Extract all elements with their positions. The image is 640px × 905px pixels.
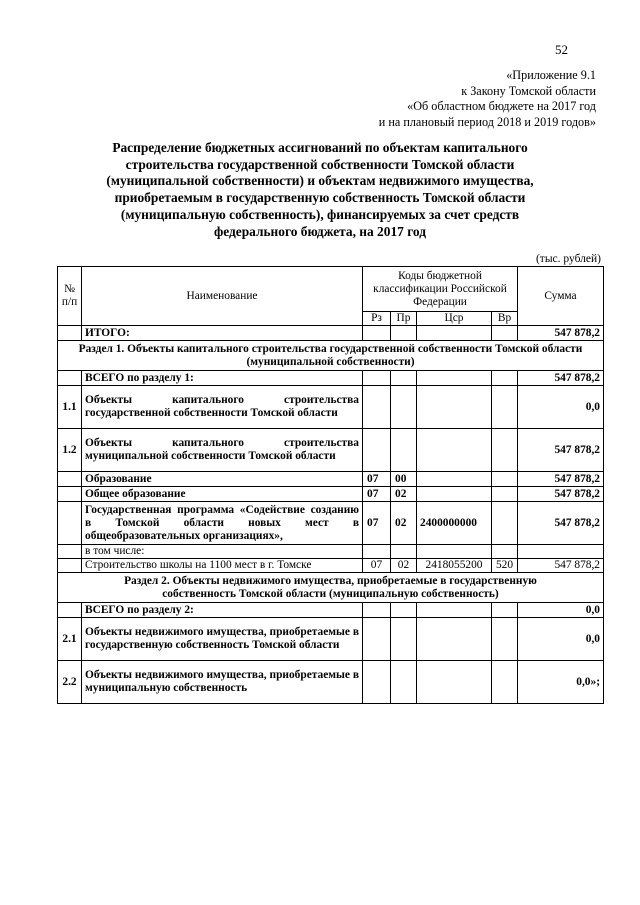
title-line: приобретаемым в государственную собственность Томской области (114, 190, 526, 206)
row-num: 2.2 (58, 661, 82, 704)
title-line: (муниципальную собственность), финансируемых за счет средств (120, 206, 520, 222)
section1-total-label: ВСЕГО по разделу 1: (82, 371, 363, 386)
appendix-line: «Приложение 9.1 (506, 68, 596, 82)
row-sum: 547 878,2 (518, 559, 604, 573)
row-pr: 02 (391, 502, 417, 545)
section-total-row (58, 603, 604, 618)
header-name: Наименование (82, 267, 363, 326)
row-sum: 0,0»; (518, 661, 604, 704)
row-sum: 0,0 (518, 618, 604, 661)
table-row (58, 618, 604, 661)
section-row (58, 341, 604, 371)
title-line: (муниципальной собственности) и объектам недвижимого имущества, (106, 173, 534, 189)
row-pr: 00 (391, 472, 417, 487)
row-sum: 547 878,2 (518, 472, 604, 487)
header-sum: Сумма (518, 267, 604, 326)
row-name: Объекты капитального строительства государственной собственности Томской области (82, 386, 363, 429)
title-line: федерального бюджета, на 2017 год (213, 223, 427, 239)
section2-title: Раздел 2. Объекты недвижимого имущества, приобретаемые в государственную собственность Томской области (муниципальную собственность) (58, 573, 604, 603)
row-sum: 547 878,2 (518, 502, 604, 545)
header-vr: Вр (492, 312, 518, 326)
row-name: Строительство школы на 1100 мест в г. Томске (82, 559, 363, 573)
units-label: (тыс. рублей) (535, 253, 601, 265)
header-row (58, 267, 604, 312)
section-total-row (58, 371, 604, 386)
row-sum: 547 878,2 (518, 487, 604, 502)
row-rz: 07 (363, 502, 391, 545)
header-pr: Пр (391, 312, 417, 326)
row-num: 2.1 (58, 618, 82, 661)
total-label: ИТОГО: (82, 326, 363, 341)
section1-title: Раздел 1. Объекты капитального строительства государственной собственности Томской области (муниципальной собственности) (58, 341, 604, 371)
title-line: Распределение бюджетных ассигнований по объектам капитального (112, 140, 528, 155)
row-rz: 07 (363, 487, 391, 502)
section-row (58, 573, 604, 603)
row-num: 1.2 (58, 429, 82, 472)
table-row (58, 661, 604, 704)
row-name: Государственная программа «Содействие созданию в Томской области новых мест в общеобразовательных организациях», (82, 502, 363, 545)
row-sum: 0,0 (518, 386, 604, 429)
row-name: Объекты капитального строительства муниципальной собственности Томской области (82, 429, 363, 472)
table-row (58, 502, 604, 545)
title-line: строительства государственной собственности Томской области (125, 156, 515, 172)
table-row (58, 559, 604, 573)
section1-total-sum: 547 878,2 (518, 371, 604, 386)
appendix-note (236, 68, 596, 130)
page-number: 52 (555, 42, 568, 57)
total-sum: 547 878,2 (518, 326, 604, 341)
section2-total-label: ВСЕГО по разделу 2: (82, 603, 363, 618)
table-row (58, 487, 604, 502)
document-title (70, 140, 570, 240)
appendix-line: и на плановый период 2018 и 2019 годов» (378, 114, 596, 129)
header-codes: Коды бюджетной классификации Российской Федерации (363, 267, 518, 312)
header-csr: Цср (417, 312, 492, 326)
table-row (58, 429, 604, 472)
row-csr: 2400000000 (417, 502, 492, 545)
row-name: Объекты недвижимого имущества, приобретаемые в муниципальную собственность (82, 661, 363, 704)
row-pr: 02 (391, 487, 417, 502)
row-pr: 02 (391, 559, 417, 573)
appendix-line: к Закону Томской области (461, 83, 596, 98)
including-label: в том числе: (82, 545, 363, 559)
table-row (58, 386, 604, 429)
row-rz: 07 (363, 559, 391, 573)
table-row (58, 472, 604, 487)
row-name: Общее образование (82, 487, 363, 502)
row-rz: 07 (363, 472, 391, 487)
table-row (58, 545, 604, 559)
header-num: № п/п (58, 267, 82, 326)
section2-total-sum: 0,0 (518, 603, 604, 618)
row-vr: 520 (492, 559, 518, 573)
row-csr: 2418055200 (417, 559, 492, 573)
appendix-line: «Об областном бюджете на 2017 год (407, 99, 596, 113)
budget-table (57, 266, 604, 704)
header-rz: Рз (363, 312, 391, 326)
row-num: 1.1 (58, 386, 82, 429)
total-row (58, 326, 604, 341)
row-name: Объекты недвижимого имущества, приобретаемые в государственную собственность Томской области (82, 618, 363, 661)
row-name: Образование (82, 472, 363, 487)
row-sum: 547 878,2 (518, 429, 604, 472)
